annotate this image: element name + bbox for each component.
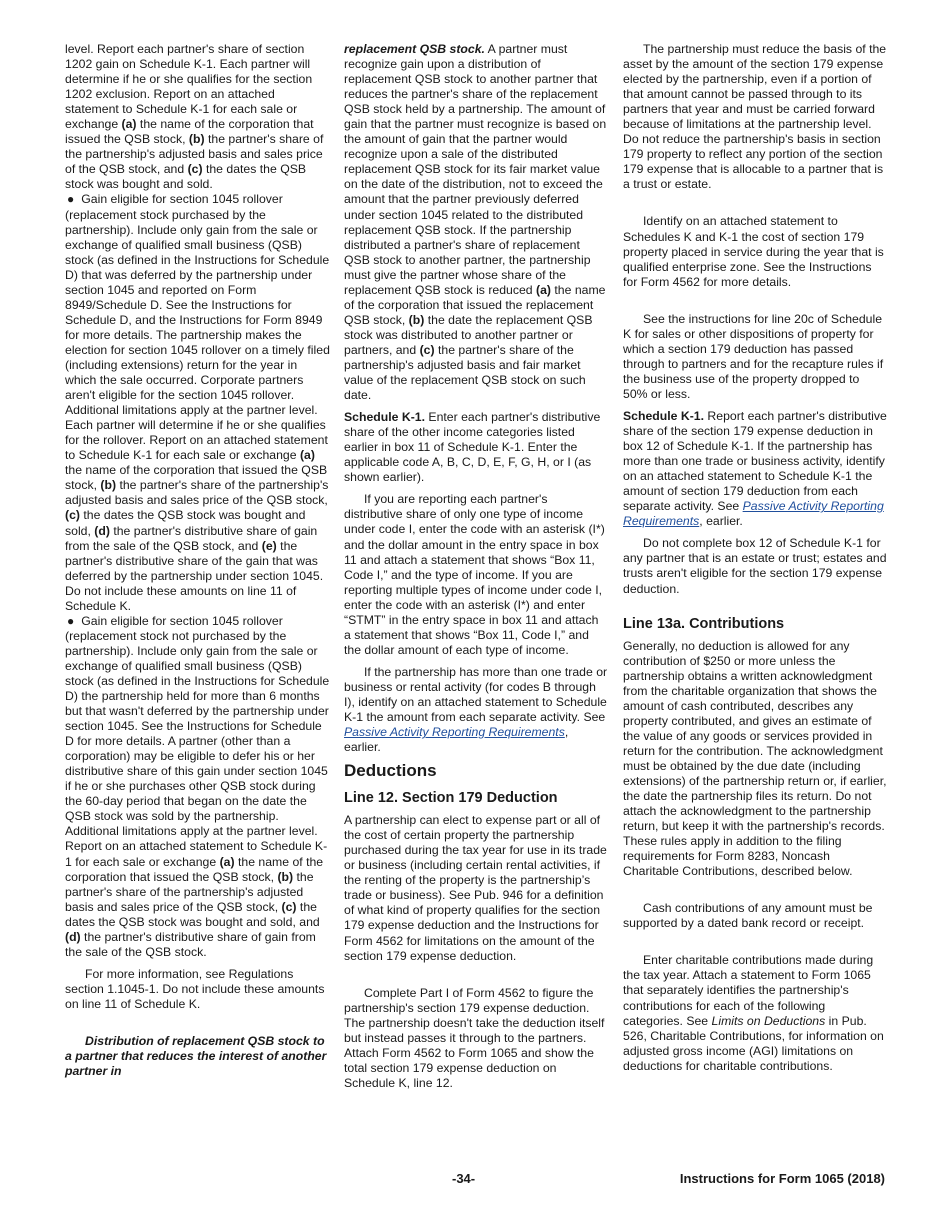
link-passive-activity-reporting[interactable]: Passive Activity Reporting Requirements <box>344 725 565 740</box>
column-left <box>65 42 330 1079</box>
heading-line-13a: Line 13a. Contributions <box>623 615 785 632</box>
paragraph-distribution: replacement QSB stock. A partner must recognize gain upon a distribution of replacement QSB stock to another partner that reduces the partner's share of the replacement QSB stock held by a partnership. The amount of gain that the partner must recognize is based on the amount of gain that the partner would recognize upon a sale of the distributed replacement QSB stock for its fair market value on the date of the distribution, not to exceed the amount that the partner previously deferred under section 1045 related to the distributed replacement QSB stock. If the partnership distributed a partner's share of replacement QSB stock to another partner, the partnership must give the partner whose share of the replacement QSB stock is reduced (a) the name of the corporation that issued the replacement QSB stock, (b) the date the replacement QSB stock was distributed to another partner or partners, and (c) the partner's share of the partnership's adjusted basis and fair market value of the replacement QSB stock on such date. <box>344 42 607 403</box>
paragraph-multiple-activities: If the partnership has more than one trade or business or rental activity (for codes B through I), identify on an attached statement to Schedule K-1 the amount from each separate activity. See Passive Activity Reporting Requirements, earlier. <box>344 664 608 755</box>
paragraph-line-20c: See the instructions for line 20c of Schedule K for sales or other dispositions of property for which a section 179 deduction has passed through to partners and for the recapture rules if the business use of the property dropped to 50% or less. <box>623 311 884 401</box>
paragraph-section-1202: level. Report each partner's share of section 1202 gain on Schedule K-1. Each partner will determine if he or she qualifies for the section 1202 exclusion. Report on an attached statement to Schedule K-1 for each sale or exchange (a) the name of the corporation that issued the QSB stock, (b) the partner's share of the partnership's adjusted basis and sales price of the QSB stock, and (c) the dates the QSB stock was bought and sold. <box>65 42 324 192</box>
paragraph-more-info: For more information, see Regulations section 1.1045-1. Do not include these amounts on line 11 of Schedule K. <box>65 966 325 1011</box>
paragraph-enterprise-zone: Identify on an attached statement to Schedules K and K-1 the cost of section 179 property placed in service during the year that is qualified enterprise zone. See the Instructions for Form 4562 for more details. <box>623 214 884 289</box>
bullet-1045-not-purchased: ● Gain eligible for section 1045 rollover (replacement stock not purchased by the partnership). Include only gain from the sale or exchange of qualified small business (QSB) stock (as defined in the Instructions for Schedule D) the partnership held for more than 6 months but that wasn't deferred by the partnership under section 1045. See the Instructions for Schedule D for more details. A partner (other than a corporation) may be eligible to defer his or her distributive share of this gain under section 1045 if he or she purchases other QSB stock during the 60-day period that began on the date the QSB stock was sold by the partnership. Additional limitations apply at the partner level. Report on an attached statement to Schedule K-1 for each sale or exchange (a) the name of the corporation that issued the QSB stock, (b) the partner's share of the partnership's adjusted basis and sales price of the QSB stock, (c) the dates the QSB stock was bought and sold, and (d) the partner's distributive share of gain from the sale of the QSB stock. <box>65 613 330 959</box>
paragraph-cash-contributions: Cash contributions of any amount must be supported by a dated bank record or receipt. <box>623 901 873 931</box>
paragraph-section-179: A partnership can elect to expense part or all of the cost of certain property the partnership purchased during the tax year for use in its trade or business (including certain rental activities, if the renting of the property is the partnership’s trade or business). See Pub. 946 for a definition of what kind of property qualifies for the section 179 expense deduction and the Instructions for Form 4562 for limitations on the amount of the section 179 expense deduction. <box>344 813 607 963</box>
bullet-1045-purchased: ● Gain eligible for section 1045 rollover (replacement stock purchased by the partnership). Include only gain from the sale or exchange of qualified small business (QSB) stock (as defined in the Instructions for Schedule D) that was deferred by the partnership under section 1045 and reported on Form 8949/Schedule D. See the Instructions for Schedule D, and the Instructions for Form 8949 for more details. The partnership makes the election for section 1045 rollover on a timely filed (including extensions) return for the year in which the sale occurred. Corporate partners aren't eligible for the section 1045 rollover. Additional limitations apply at the partner level. Each partner will determine if he or she qualifies for the rollover. Report on an attached statement to Schedule K-1 for each sale or exchange (a) the name of the corporation that issued the QSB stock, (b) the partner's share of the partnership's adjusted basis and sales price of the QSB stock, (c) the dates the QSB stock was bought and sold, (d) the partner's distributive share of gain from the sale of the QSB stock, and (e) the partner's distributive share of the gain that was deferred by the partnership under section 1045. Do not include these amounts on line 11 of Schedule K. <box>65 192 330 613</box>
column-right <box>623 42 887 1074</box>
link-passive-activity-reporting[interactable]: Passive Activity Reporting Requirements <box>623 499 884 529</box>
column-middle <box>344 42 608 1091</box>
page-number: -34- <box>452 1171 476 1186</box>
paragraph-form-4562: Complete Part I of Form 4562 to figure the partnership's section 179 expense deduction. The partnership doesn't take the deduction itself but instead passes it through to the partners. Attach Form 4562 to Form 1065 and show the total section 179 expense deduction on Schedule K, line 12. <box>344 985 605 1090</box>
document-title: Instructions for Form 1065 (2018) <box>679 1171 885 1186</box>
paragraph-estate-trust: Do not complete box 12 of Schedule K-1 for any partner that is an estate or trust; estates and trusts aren't eligible for the section 179 expense deduction. <box>623 536 887 596</box>
heading-deductions: Deductions <box>344 761 437 781</box>
bullet-icon: ● <box>67 613 75 628</box>
paragraph-reduce-basis: The partnership must reduce the basis of the asset by the amount of the section 179 expense elected by the partnership, even if a portion of that amount cannot be passed through to its partners that year and must be carried forward because of limitations at the partnership level. Do not reduce the partnership's basis in section 179 property to reflect any portion of the section 179 expense that is allocable to a partner that is a trust or estate. <box>623 42 887 192</box>
paragraph-code-i: If you are reporting each partner's distributive share of only one type of income under code I, enter the code with an asterisk (I*) and the dollar amount in the entry space in box 11 and attach a statement that shows “Box 11, Code I,” and the type of income. If you are reporting multiple types of income under code I, enter the code with an asterisk (I*) and enter “STMT” in the entry space in box 11 and attach a statement that shows “Box 11, Code I,” and the dollar amount of each type of income. <box>344 492 605 657</box>
paragraph-schedule-k1-179: Schedule K-1. Report each partner's distributive share of the section 179 expense deduction in box 12 of Schedule K-1. If the partnership has more than one trade or business activity, identify on an attached statement to Schedule K-1 the amount of section 179 deduction from each separate activity. See Passive Activity Reporting Requirements, earlier. <box>623 408 887 529</box>
bullet-icon: ● <box>67 192 75 207</box>
paragraph-schedule-k1-income: Schedule K-1. Enter each partner's distributive share of the other income categories listed earlier in box 11 of Schedule K-1. Enter the applicable code A, B, C, D, E, F, G, H, or I (as shown earlier). <box>344 410 601 485</box>
heading-line-12: Line 12. Section 179 Deduction <box>344 790 558 807</box>
paragraph-acknowledgment: Generally, no deduction is allowed for any contribution of $250 or more unless the partnership obtains a written acknowledgment from the charitable organization that shows the amount of cash contributed, describes any property contributed, and gives an estimate of the value of any goods or services provided in return for the contribution. The acknowledgment must be obtained by the due date (including extensions) of the partnership return or, if earlier, the date the partnership files its return. Do not attach the acknowledgment to the partnership return, but keep it with the partnership's records. These rules apply in addition to the filing requirements for Form 8283, Noncash Charitable Contributions, described below. <box>623 638 887 879</box>
run-in-heading-distribution: Distribution of replacement QSB stock to a partner that reduces the interest of another partner in <box>65 1034 327 1079</box>
paragraph-enter-contributions: Enter charitable contributions made during the tax year. Attach a statement to Form 1065 that separately identifies the partnership's contributions for each of the following categories. See Limits on Deductions in Pub. 526, Charitable Contributions, for information on adjusted gross income (AGI) limitations on deductions for charitable contributions. <box>623 953 884 1073</box>
